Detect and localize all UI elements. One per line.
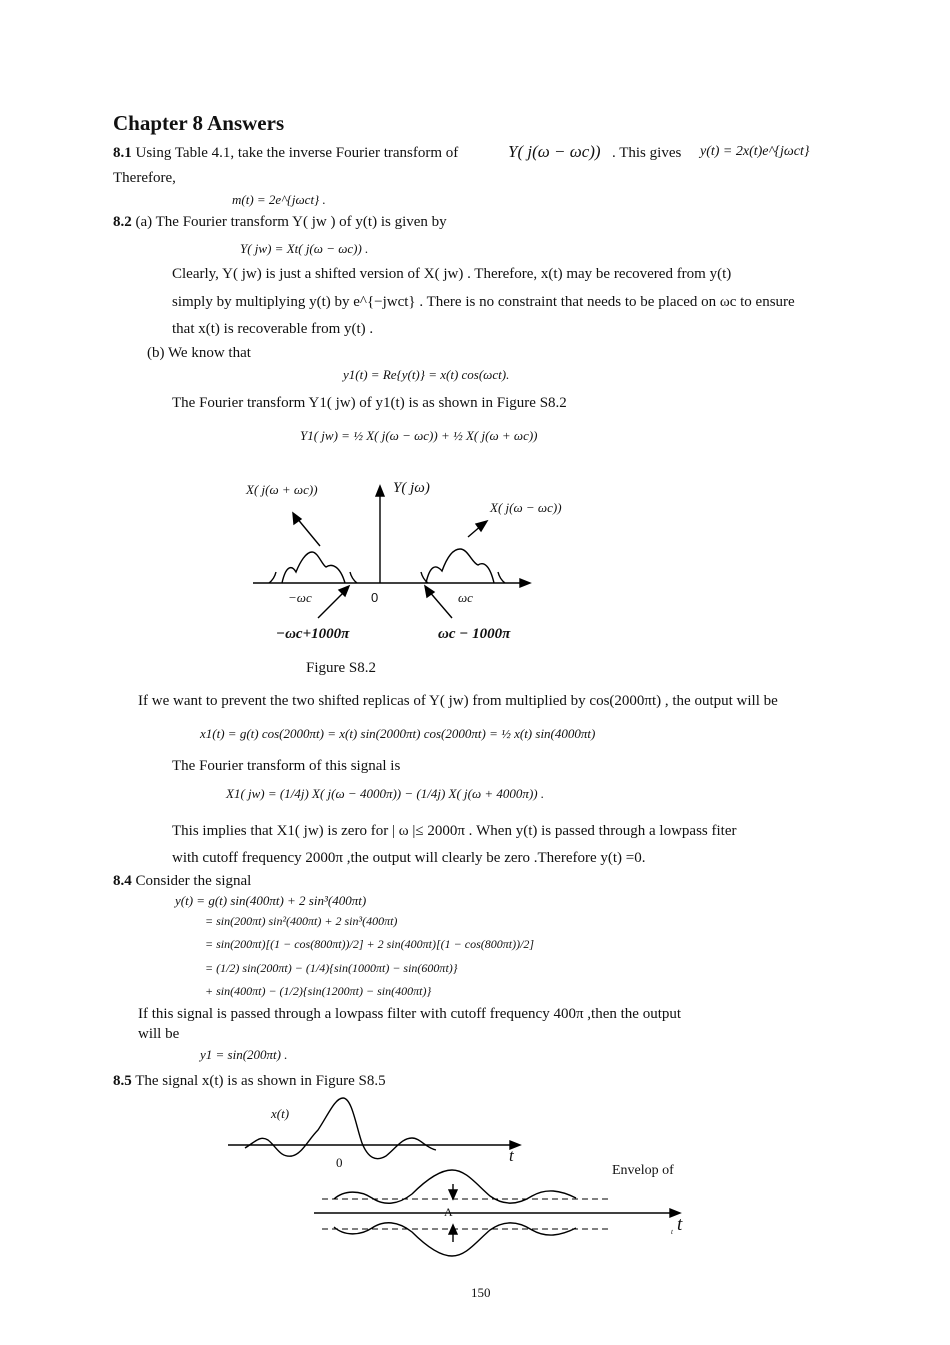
text: Consider the signal	[135, 873, 252, 889]
label-zero: 0	[336, 1155, 343, 1170]
label-envelope: Envelop of	[612, 1163, 674, 1178]
label-x-t: x(t)	[271, 1106, 290, 1121]
answer-number: 8.4	[113, 873, 132, 889]
label-bottom-left: −ωc+1000π	[276, 626, 350, 642]
answer-number: 8.1	[113, 145, 132, 161]
equation: y1 = sin(200πt) .	[200, 1047, 288, 1062]
text: If we want to prevent the two shifted replicas of Y( jw) from multiplied by cos(2000πt) , the output will be	[138, 693, 778, 709]
text: will be	[138, 1026, 180, 1042]
text: Using Table 4.1, take the inverse Fourier transform of	[135, 145, 459, 161]
label-left-spectrum: X( j(ω + ωc))	[246, 482, 318, 497]
modulated-signal-upper	[334, 1170, 576, 1203]
label-y-axis: Y( jω)	[393, 480, 430, 496]
text: The Fourier transform of this signal is	[172, 758, 401, 774]
text: . This gives	[612, 145, 682, 161]
text: (a) The Fourier transform Y( jw ) of y(t) is given by	[135, 214, 447, 230]
text: The Fourier transform Y1( jw) of y1(t) is as shown in Figure S8.2	[172, 395, 567, 411]
text: If this signal is passed through a lowpass filter with cutoff frequency 400π ,then the output	[138, 1006, 682, 1022]
equation-line: = sin(200πt)[(1 − cos(800πt))/2] + 2 sin(400πt)[(1 − cos(800πt))/2]	[205, 937, 535, 951]
text: The signal x(t) is as shown in Figure S8.5	[135, 1073, 386, 1089]
figure-caption: Figure S8.2	[306, 660, 377, 676]
tick-neg-omega-c: −ωc	[288, 590, 312, 605]
page-number: 150	[471, 1285, 491, 1300]
equation: y(t) = 2x(t)e^{jωct}	[700, 144, 810, 159]
equation: m(t) = 2e^{jωct} .	[232, 192, 326, 207]
tick-zero: 0	[371, 590, 379, 605]
text: simply by multiplying y(t) by e^{−jwct} . There is no constraint that needs to be placed on ωc to ensure	[172, 294, 795, 310]
equation: y1(t) = Re{y(t)} = x(t) cos(ωct).	[343, 367, 510, 382]
label-t-axis: t	[509, 1146, 514, 1165]
label-amplitude-a: A	[444, 1205, 453, 1219]
text: with cutoff frequency 2000π ,the output will clearly be zero .Therefore y(t) =0.	[172, 850, 646, 866]
tick-omega-c: ωc	[458, 590, 473, 605]
label-right-spectrum: X( j(ω − ωc))	[490, 500, 562, 515]
text: This implies that X1( jw) is zero for | ω |≤ 2000π . When y(t) is passed through a lowpass fiter	[172, 823, 737, 839]
equation: Y( j(ω − ωc))	[508, 142, 601, 161]
equation: X1( jw) = (1/4j) X( j(ω − 4000π)) − (1/4j) X( j(ω + 4000π)) .	[226, 786, 545, 801]
equation: Y( jw) = Xt( j(ω − ωc)) .	[240, 241, 369, 256]
equation-line: y(t) = g(t) sin(400πt) + 2 sin³(400πt)	[175, 893, 367, 908]
label-small-t: t	[671, 1228, 673, 1236]
text: that x(t) is recoverable from y(t) .	[172, 321, 374, 337]
text: (b) We know that	[147, 345, 251, 361]
text: Therefore,	[113, 170, 176, 186]
chapter-title: Chapter 8 Answers	[113, 111, 285, 135]
equation: x1(t) = g(t) cos(2000πt) = x(t) sin(2000πt) cos(2000πt) = ½ x(t) sin(4000πt)	[200, 726, 596, 741]
label-bottom-right: ωc − 1000π	[438, 626, 511, 642]
label-t-axis-2: t	[677, 1214, 683, 1235]
modulated-signal-lower	[334, 1223, 576, 1256]
answer-number: 8.2	[113, 214, 132, 230]
equation: Y1( jw) = ½ X( j(ω − ωc)) + ½ X( j(ω + ωc))	[300, 428, 538, 443]
answer-number: 8.5	[113, 1073, 132, 1089]
equation-line: = (1/2) sin(200πt) − (1/4){sin(1000πt) − sin(600πt)}	[205, 961, 458, 975]
equation-line: = sin(200πt) sin²(400πt) + 2 sin³(400πt)	[205, 914, 398, 928]
text: Clearly, Y( jw) is just a shifted version of X( jw) . Therefore, x(t) may be recovered from y(t)	[172, 266, 732, 282]
equation-line: + sin(400πt) − (1/2){sin(1200πt) − sin(400πt)}	[205, 984, 432, 998]
